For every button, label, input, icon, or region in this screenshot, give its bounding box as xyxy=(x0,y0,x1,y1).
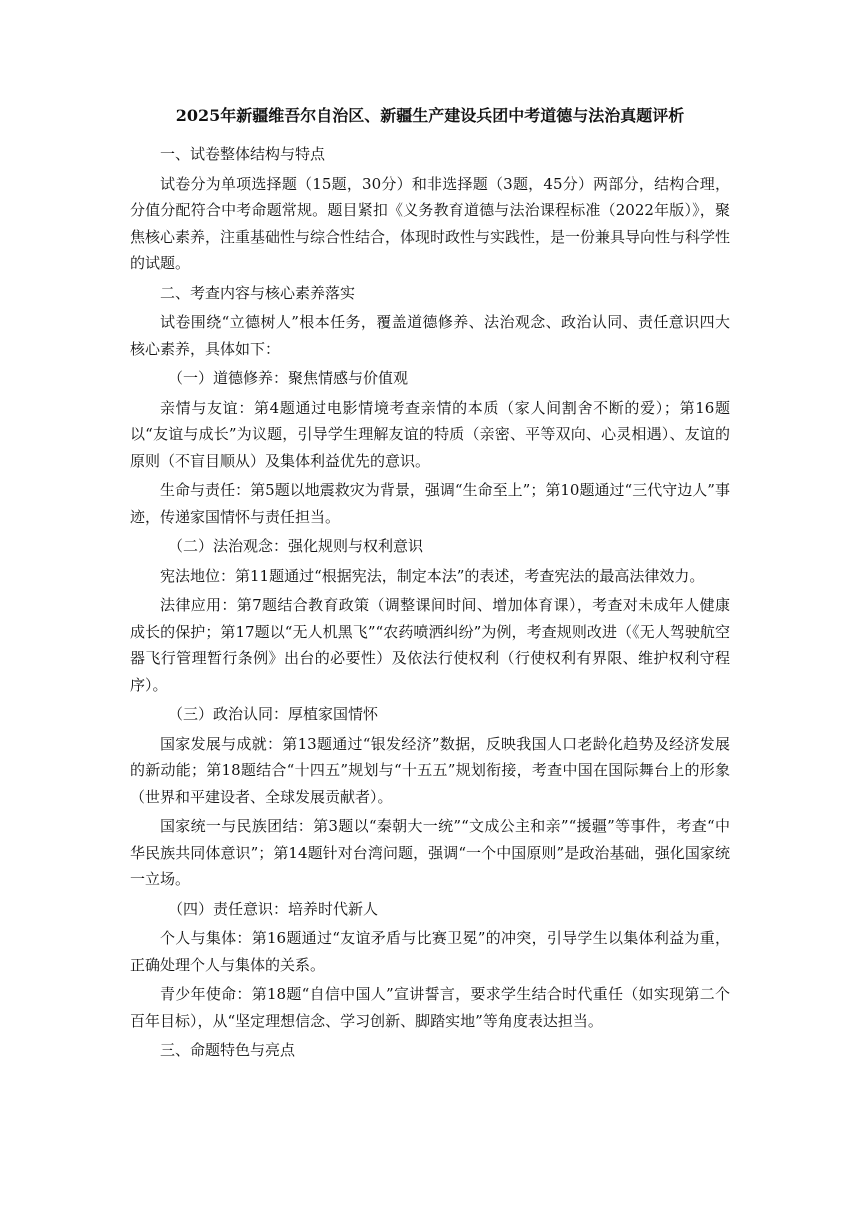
paragraph: 试卷围绕“立德树人”根本任务，覆盖道德修养、法治观念、政治认同、责任意识四大核心素养，具体如下： xyxy=(130,313,730,358)
paragraph: 亲情与友谊：第4题通过电影情境考查亲情的本质（家人间割舍不断的爱）；第16题以“友谊与成长”为议题，引导学生理解友谊的特质（亲密、平等双向、心灵相遇）、友谊的原则（不盲目顺从）及集体利益优先的意识。 xyxy=(130,398,730,470)
subsection-heading: （四）责任意识：培养时代新人 xyxy=(168,899,379,918)
paragraph: 试卷分为单项选择题（15题，30分）和非选择题（3题，45分）两部分，结构合理，分值分配符合中考命题常规。题目紧扣《义务教育道德与法治课程标准（2022年版）》，聚焦核心素养，注重基础性与综合性结合，体现时政性与实践性，是一份兼具导向性与科学性的试题。 xyxy=(130,174,731,272)
section-heading: 三、命题特色与亮点 xyxy=(160,1041,296,1059)
section-heading: 一、试卷整体结构与特点 xyxy=(160,145,326,163)
paragraph: 个人与集体：第16题通过“友谊矛盾与比赛卫冕”的冲突，引导学生以集体利益为重，正确处理个人与集体的关系。 xyxy=(130,929,730,974)
subsection-heading: （二）法治观念：强化规则与权利意识 xyxy=(168,537,424,555)
document-page xyxy=(130,94,730,1067)
paragraph: 生命与责任：第5题以地震救灾为背景，强调“生命至上”；第10题通过“三代守边人”事迹，传递家国情怀与责任担当。 xyxy=(130,481,730,526)
subsection-heading: （三）政治认同：厚植家国情怀 xyxy=(168,705,379,723)
paragraph: 国家统一与民族团结：第3题以“秦朝大一统”“文成公主和亲”“援疆”等事件，考查“中华民族共同体意识”；第14题针对台湾问题，强调“一个中国原则”是政治基础，强化国家统一立场。 xyxy=(130,817,730,888)
paragraph: 宪法地位：第11题通过“根据宪法，制定本法”的表述，考查宪法的最高法律效力。 xyxy=(160,566,705,585)
document-title: 2025年新疆维吾尔自治区、新疆生产建设兵团中考道德与法治真题评析 xyxy=(175,106,685,125)
section-heading: 二、考查内容与核心素养落实 xyxy=(160,283,356,302)
paragraph: 国家发展与成就：第13题通过“银发经济”数据，反映我国人口老龄化趋势及经济发展的新动能；第18题结合“十四五”规划与“十五五”规划衔接，考查中国在国际舞台上的形象（世界和平建设者、全球发展贡献者）。 xyxy=(130,734,730,806)
paragraph: 青少年使命：第18题“自信中国人”宣讲誓言，要求学生结合时代重任（如实现第二个百年目标），从“坚定理想信念、学习创新、脚踏实地”等角度表达担当。 xyxy=(130,985,730,1030)
subsection-heading: （一）道德修养：聚焦情感与价值观 xyxy=(168,369,409,387)
paragraph: 法律应用：第7题结合教育政策（调整课间时间、增加体育课），考查对未成年人健康成长的保护；第17题以“无人机黑飞”“农药喷洒纠纷”为例，考查规则改进（《无人驾驶航空器飞行管理暂行条例》出台的必要性）及依法行使权利（行使权利有界限、维护权利守程序）。 xyxy=(130,596,730,694)
